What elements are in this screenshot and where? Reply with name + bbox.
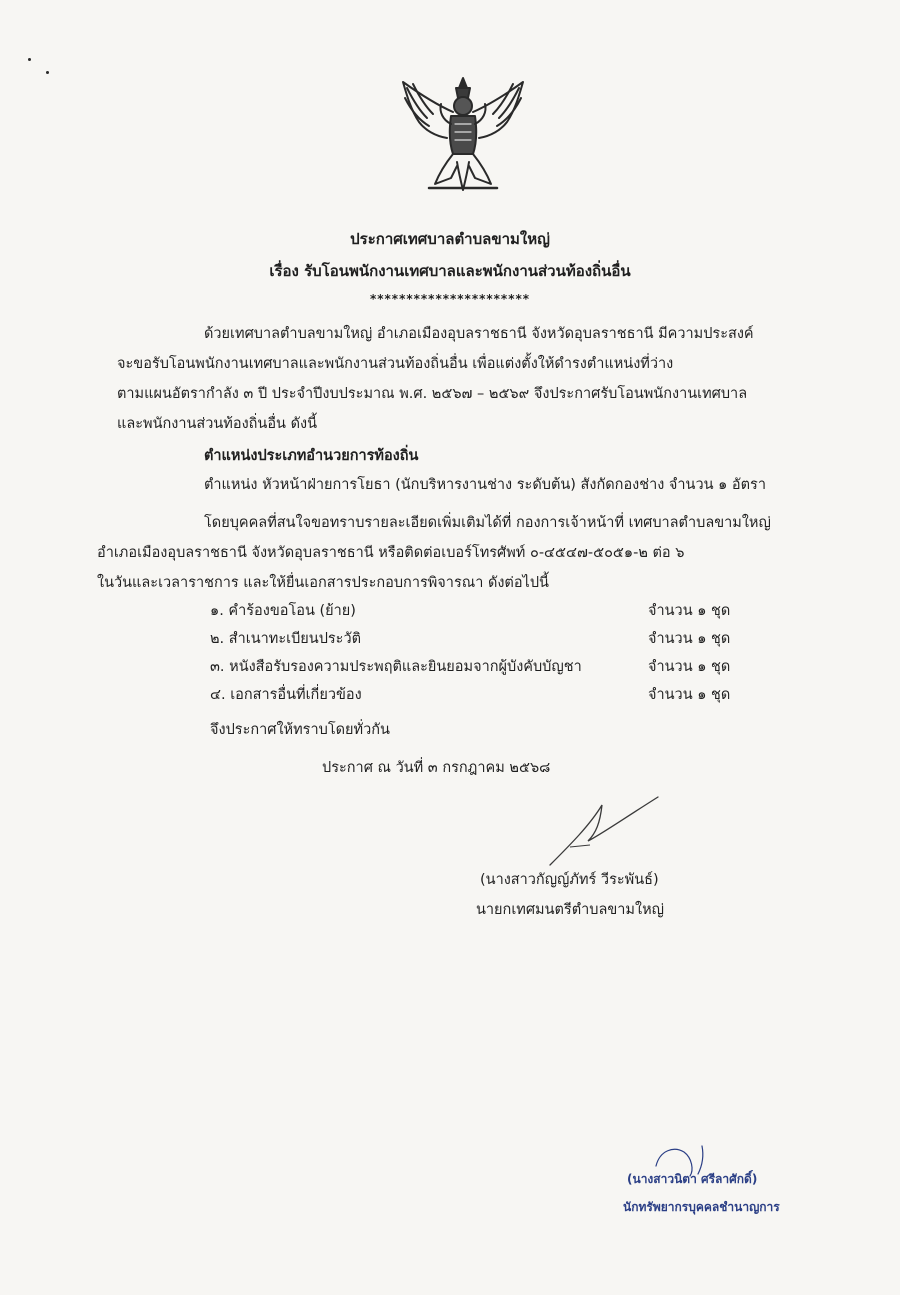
position-line: ตำแหน่ง หัวหน้าฝ่ายการโยธา (นักบริหารงานช่าง ระดับต้น) สังกัดกองช่าง จำนวน ๑ อัตรา: [204, 477, 766, 493]
paragraph-line: โดยบุคคลที่สนใจขอทราบรายละเอียดเพิ่มเติมได้ที่ กองการเจ้าหน้าที่ เทศบาลตำบลขามใหญ่: [204, 515, 771, 531]
star-divider: **********************: [369, 292, 531, 306]
document-item-qty: จำนวน ๑ ชุด: [648, 659, 731, 675]
scan-speck: [46, 71, 49, 74]
certify-name: (นางสาวนิตา ศรีลาศักดิ์): [627, 1172, 758, 1186]
document-item-qty: จำนวน ๑ ชุด: [648, 687, 731, 703]
announcement-subject: เรื่อง รับโอนพนักงานเทศบาลและพนักงานส่วนท้องถิ่นอื่น: [269, 262, 631, 280]
document-item-qty: จำนวน ๑ ชุด: [648, 603, 731, 619]
signature-scribble: [540, 785, 670, 875]
signer-name: (นางสาวกัญญ์ภัทร์ วีระพันธ์): [480, 872, 659, 888]
date-line: ประกาศ ณ วันที่ ๓ กรกฎาคม ๒๕๖๘: [322, 760, 551, 776]
document-item-name: ๓. หนังสือรับรองความประพฤติและยินยอมจากผู้บังคับบัญชา: [210, 659, 582, 675]
document-item-name: ๔. เอกสารอื่นที่เกี่ยวข้อง: [210, 687, 362, 703]
paragraph-line: ตามแผนอัตรากำลัง ๓ ปี ประจำปีงบประมาณ พ.ศ. ๒๕๖๗ – ๒๕๖๙ จึงประกาศรับโอนพนักงานเทศบาล: [117, 386, 748, 402]
garuda-emblem-icon: [395, 74, 531, 194]
signer-title: นายกเทศมนตรีตำบลขามใหญ่: [476, 902, 664, 918]
paragraph-line: ในวันและเวลาราชการ และให้ยื่นเอกสารประกอบการพิจารณา ดังต่อไปนี้: [97, 575, 549, 591]
paragraph-line: จะขอรับโอนพนักงานเทศบาลและพนักงานส่วนท้องถิ่นอื่น เพื่อแต่งตั้งให้ดำรงตำแหน่งที่ว่าง: [117, 356, 674, 372]
closing-line: จึงประกาศให้ทราบโดยทั่วกัน: [210, 722, 390, 738]
paragraph-line: และพนักงานส่วนท้องถิ่นอื่น ดังนี้: [117, 416, 317, 432]
document-item-name: ๑. คำร้องขอโอน (ย้าย): [210, 603, 356, 619]
announcement-title: ประกาศเทศบาลตำบลขามใหญ่: [350, 230, 550, 248]
position-heading: ตำแหน่งประเภทอำนวยการท้องถิ่น: [204, 448, 419, 464]
paragraph-line: ด้วยเทศบาลตำบลขามใหญ่ อำเภอเมืองอุบลราชธานี จังหวัดอุบลราชธานี มีความประสงค์: [204, 326, 754, 342]
document-item-name: ๒. สำเนาทะเบียนประวัติ: [210, 631, 362, 647]
document-item-qty: จำนวน ๑ ชุด: [648, 631, 731, 647]
paragraph-line: อำเภอเมืองอุบลราชธานี จังหวัดอุบลราชธานี หรือติดต่อเบอร์โทรศัพท์ ๐-๔๕๔๗-๕๐๕๑-๒ ต่อ ๖: [97, 545, 685, 561]
certify-title: นักทรัพยากรบุคคลชำนาญการ: [623, 1200, 780, 1214]
scan-speck: [28, 58, 31, 61]
